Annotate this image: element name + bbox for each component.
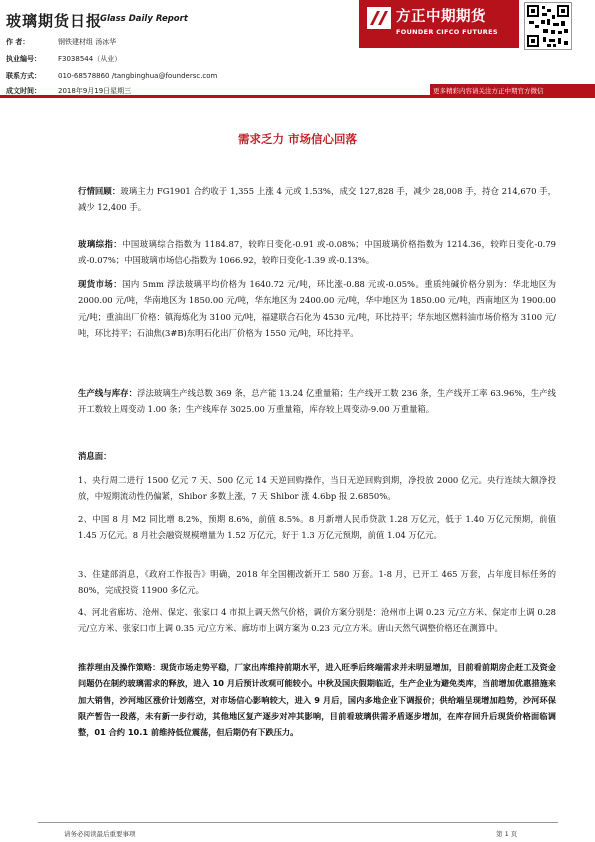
meta-author-key: 作 者： (6, 38, 30, 46)
section-spot-market-text: 国内 5mm 浮法玻璃平均价格为 1640.72 元/吨，环比涨-0.88 元或-0.05%。重质纯碱价格分别为：华北地区为 2000.00 元/吨，华南地区为 1850.00 元/吨，华东地区为 2400.00 元/吨，华中地区为 1850.00 元/吨，西南地区为 1900.00 元/吨；重油出厂价格：镇海炼化为 3100 元/吨，福建联合石化为 4530 元/吨，环比持平；华东地区燃料油市场价格为 3100 元/吨，环比持平；石油焦(3#B)东明石化出厂价格为 1550 元/吨，环比持平。 (78, 279, 556, 338)
footer-disclaimer: 请务必阅读最后重要事项 (64, 830, 136, 838)
page-number: 第 1 页 (496, 830, 518, 838)
section-market-review (78, 183, 556, 216)
section-market-review-label: 行情回顾： (78, 186, 121, 196)
headline: 需求乏力 市场信心回落 (237, 132, 357, 146)
section-market-review-text: 玻璃主力 FG1901 合约收于 1,355 上涨 4 元或 1.53%，成交 127,828 手，减少 28,008 手，持仓 214,670 手，减少 12,400 手。 (78, 186, 557, 213)
report-subtitle: Glass Daily Report (100, 14, 188, 24)
section-glass-index-text: 中国玻璃综合指数为 1184.87，较昨日变化-0.91 或-0.08%；中国玻璃价格指数为 1214.36，较昨日变化-0.79 或-0.07%；中国玻璃市场信心指数为 1066.92，较昨日变化-1.39 或-0.13%。 (78, 239, 557, 266)
meta-contact (6, 72, 217, 81)
report-title: 玻璃期货日报 (6, 12, 103, 30)
brand-mark-icon (367, 7, 391, 29)
section-spot-market (78, 276, 556, 341)
promo-text: 更多精彩内容请关注方正中期官方微信 (433, 87, 544, 95)
section-glass-index (78, 236, 556, 269)
meta-license (6, 55, 121, 64)
section-production-label: 生产线与库存： (78, 388, 138, 398)
qr-code-icon (524, 2, 572, 50)
meta-contact-key: 联系方式： (6, 72, 41, 80)
meta-author-value: 钢铁建材组 汤冰华 (58, 38, 117, 46)
section-production-inventory (78, 385, 556, 418)
meta-license-key: 执业编号： (6, 55, 41, 63)
news-label: 消息面： (78, 451, 112, 461)
meta-contact-value: 010-68578860 /tangbinghua@foundersc.com (58, 72, 218, 80)
news-item: 4、河北省廊坊、沧州、保定、张家口 4 市拟上调天然气价格，调价方案分别是：沧州市上调 0.23 元/立方米、保定市上调 0.28 元/立方米、张家口市上调 0.35 元/立方米、廊坊市上调方案为 0.23 元/立方米。唐山天然气调整价格还在测算中。 (78, 607, 556, 634)
meta-date-key: 成文时间： (6, 87, 41, 95)
section-glass-index-label: 玻璃综指： (78, 239, 123, 249)
meta-date-value: 2018年9月19日星期三 (58, 87, 132, 95)
strategy-paragraph: 推荐理由及操作策略：现货市场走势平稳，厂家出库维持前期水平，进入旺季后终端需求并未明显增加，目前看前期房企赶工及资金问题仍在制约玻璃需求的释放，进入 10 月后预计改观可能较小。中秋及国庆假期临近，生产企业为避免类库，当前增加优惠措施来加大销售，沙河地区涨价计划落空，对市场信心影响较大，进入 9 月后，国内多地企业下调报价；供给端呈现增加趋势，沙河环保限产暂告一段落，未有新一步行动，其他地区复产逐步对冲其影响，目前看玻璃供需矛盾逐步增加，在库存回升后现货价格面临调整，01 合约 10.1 前维持低位震荡，但后期仍有下跌压力。 (78, 662, 556, 738)
meta-license-value: F3038544（从业） (58, 55, 122, 63)
footer-divider (38, 822, 558, 823)
meta-author (6, 38, 116, 47)
news-item: 2、中国 8 月 M2 同比增 8.2%，预期 8.6%，前值 8.5%。8 月新增人民币贷款 1.28 万亿元，低于 1.40 万亿元预期，前值 1.45 万亿元。8 月社会融资规模增量为 1.52 万亿元，好于 1.3 万亿元预期，前值 1.04 万亿元。 (78, 514, 556, 541)
brand-name-cn: 方正中期期货 (396, 9, 486, 25)
section-spot-market-label: 现货市场： (78, 279, 123, 289)
section-production-text: 浮法玻璃生产线总数 369 条，总产能 13.24 亿重量箱；生产线开工数 236 条，生产线开工率 63.96%，生产线开工数较上周变动 1.00 条；生产线库存 3025.00 万重量箱，库存较上周变动-9.00 万重量箱。 (78, 388, 557, 415)
news-item: 3、住建部消息，《政府工作报告》明确，2018 年全国棚改新开工 580 万套。1-8 月，已开工 465 万套，占年度目标任务的 80%，完成投资 11900 多亿元。 (78, 569, 556, 596)
news-heading (78, 448, 556, 464)
brand-name-en: FOUNDER CIFCO FUTURES (396, 28, 498, 36)
news-item: 1、央行周二进行 1500 亿元 7 天、500 亿元 14 天逆回购操作，当日无逆回购到期，净投放 2000 亿元。央行连续大额净投放，中短期流动性仍偏紧，Shibor 多数上涨，7 天 Shibor 涨 4.6bp 报 2.6850%。 (78, 475, 556, 502)
